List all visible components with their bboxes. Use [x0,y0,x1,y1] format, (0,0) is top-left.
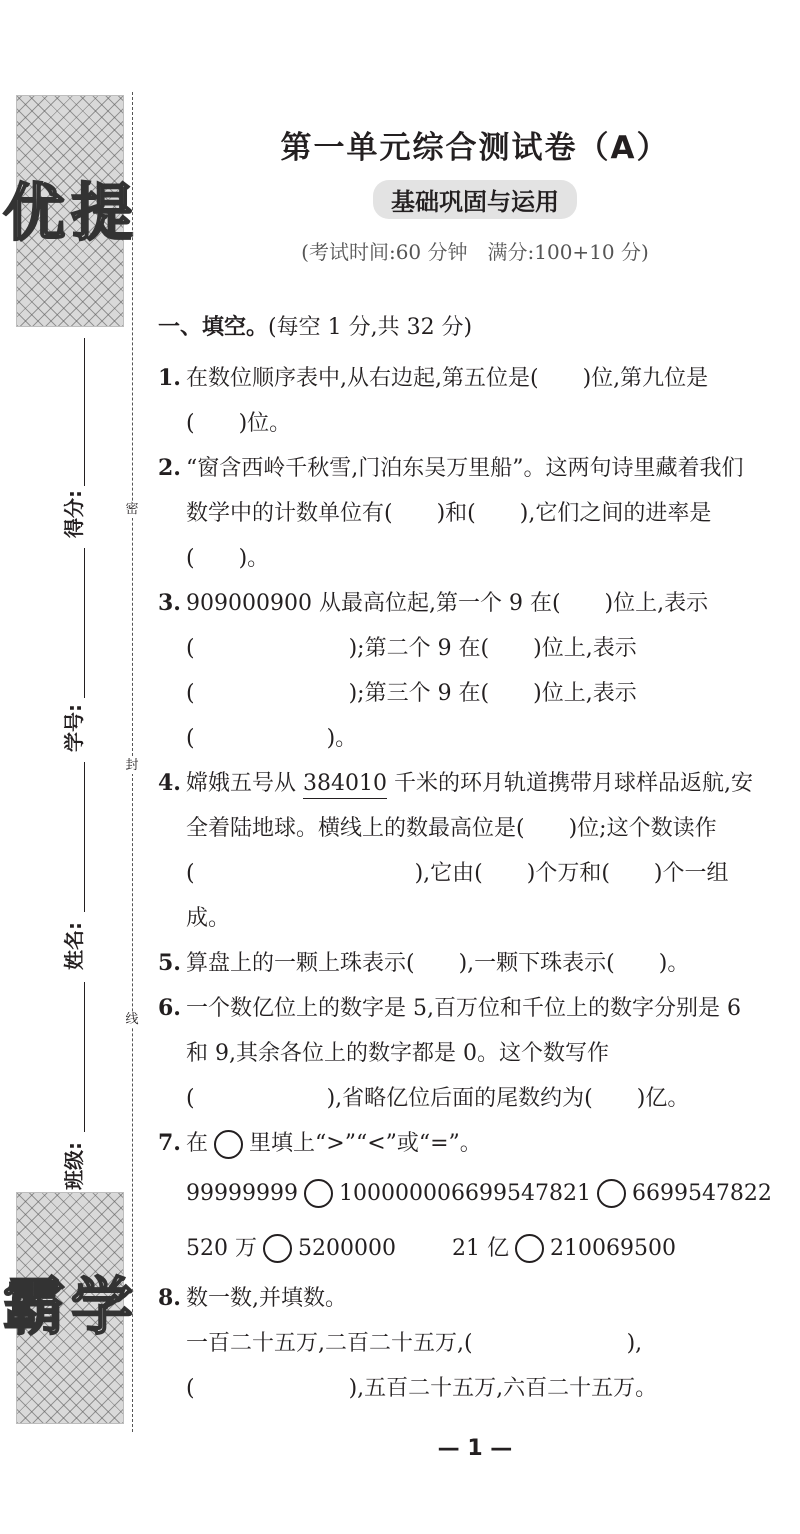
question-8 [158,1276,758,1411]
compare-left: 99999999 [186,1181,298,1206]
compare-item [451,1166,772,1221]
answer-circle-icon[interactable] [515,1234,544,1263]
exam-meta: (考试时间:60 分钟 满分:100+10 分) [301,240,649,264]
question-7 [158,1121,758,1166]
question-text-post: 千米的环月轨道携带月球样品返航,安全着陆地球。横线上的数最高位是( )位;这个数读作( ),它由( )个万和( )个一组成。 [186,771,753,931]
question-text: 一个数亿位上的数字是 5,百万位和千位上的数字分别是 6 和 9,其余各位上的数字都是 0。这个数写作( ),省略亿位后面的尾数约为( )亿。 [186,996,741,1111]
compare-right: 5200000 [298,1236,396,1261]
question-5 [158,941,758,986]
compare-left: 21 亿 [452,1236,509,1261]
question-number: 7. [158,1130,181,1156]
compare-circle-icon [214,1130,243,1159]
question-text: 数一数,并填数。 [186,1286,347,1311]
question-number: 5. [158,950,181,976]
section-title: 一、填空。 [158,315,269,340]
answer-circle-icon[interactable] [597,1179,626,1208]
class-line [84,982,85,1132]
question-text-pre: 在 [186,1131,209,1156]
name-label: 姓名: [62,922,86,970]
seal-char-feng: 封 [125,758,139,773]
compare-item [186,1166,451,1221]
sequence-line-2: ( ),五百二十五万,六百二十五万。 [186,1376,658,1401]
student-id-label: 学号: [62,704,86,752]
question-1 [158,356,758,446]
question-6 [158,986,758,1121]
compare-row-1 [158,1166,772,1221]
score-line [84,338,85,486]
seal-char-xian: 线 [125,1012,139,1027]
seal-char-mi: 密 [125,502,139,517]
score-label: 得分: [62,490,86,538]
section-note: (每空 1 分,共 32 分) [268,315,473,340]
exam-content [158,312,772,1411]
question-text: “窗含西岭千秋雪,门泊东吴万里船”。这两句诗里藏着我们数学中的计数单位有( )和( ),它们之间的进率是( )。 [186,456,744,571]
question-text: 909000900 从最高位起,第一个 9 在( )位上,表示( );第二个 9 在( )位上,表示( );第三个 9 在( )位上,表示( )。 [186,591,709,751]
question-4 [158,761,758,941]
sequence-line-1: 一百二十五万,二百二十五万,( ), [186,1331,643,1356]
underlined-number: 384010 [303,771,387,799]
brand-logo-bottom: 霸 学 [2,1270,134,1344]
question-2 [158,446,758,581]
question-text: 在数位顺序表中,从右边起,第五位是( )位,第九位是( )位。 [186,366,709,436]
page-number: — 1 — [437,1436,513,1461]
student-id-line [84,548,85,698]
compare-item [452,1221,676,1276]
name-line [84,762,85,912]
compare-left: 520 万 [186,1236,257,1261]
question-text-post: 里填上“>”“<”或“=”。 [249,1131,482,1156]
compare-row-2 [158,1221,758,1276]
subtitle-wrap [150,180,800,219]
compare-right: 6699547822 [631,1181,772,1206]
answer-circle-icon[interactable] [263,1234,292,1263]
section-heading [158,312,758,344]
page-subtitle: 基础巩固与运用 [373,180,577,219]
compare-item [186,1221,452,1276]
compare-right: 10000000 [338,1181,451,1206]
question-number: 4. [158,770,181,796]
compare-left: 6699547821 [450,1181,591,1206]
brand-logo-top: 优 提 [2,176,134,250]
class-label: 班级: [62,1142,86,1190]
question-text-pre: 嫦娥五号从 [186,771,303,796]
compare-right: 210069500 [550,1236,676,1261]
question-number: 3. [158,590,181,616]
question-3 [158,581,758,761]
question-text: 算盘上的一颗上珠表示( ),一颗下珠表示( )。 [186,951,690,976]
question-number: 6. [158,995,181,1021]
question-number: 8. [158,1285,181,1311]
answer-circle-icon[interactable] [304,1179,333,1208]
question-number: 2. [158,455,181,481]
question-number: 1. [158,365,181,391]
page-title: 第一单元综合测试卷（A） [280,130,670,166]
